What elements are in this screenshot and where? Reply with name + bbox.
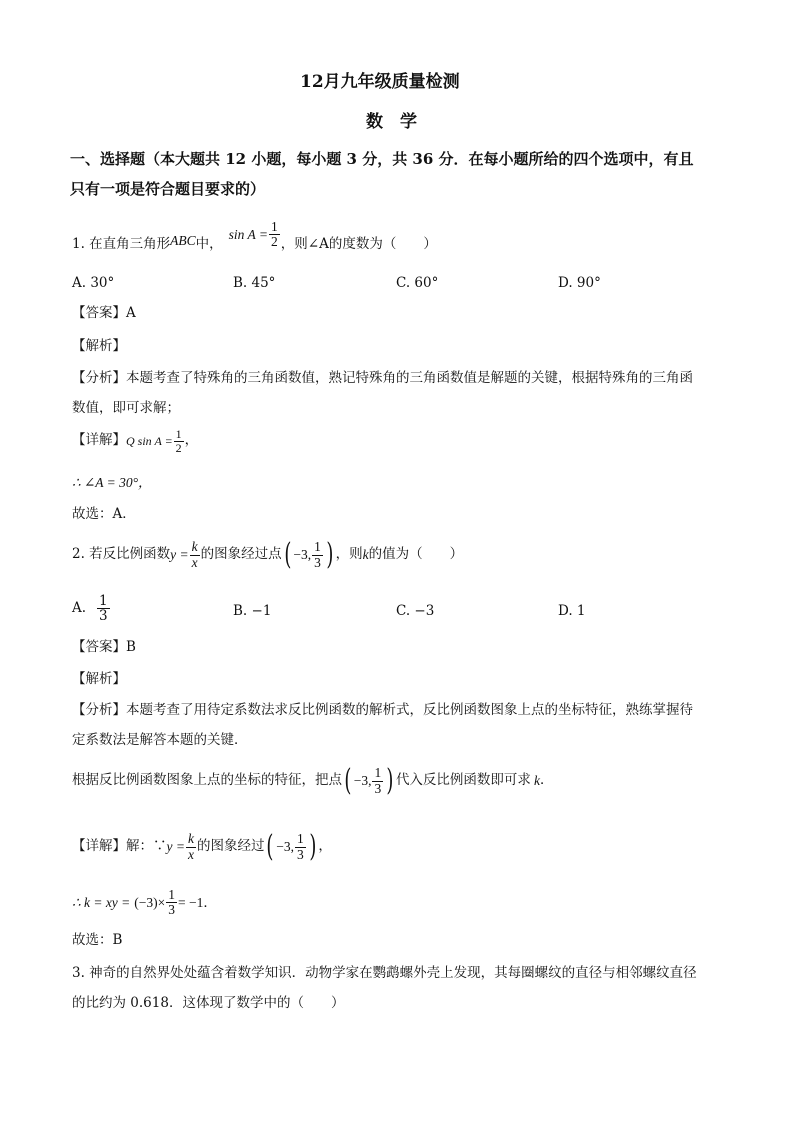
q2-calc-fraction bbox=[166, 888, 177, 917]
q1-option-a: A. 30° bbox=[72, 275, 115, 291]
q2-detail-y-eq: y = bbox=[166, 839, 185, 855]
q2-k: k bbox=[191, 539, 198, 555]
q2-detail-left-paren: ( bbox=[266, 829, 274, 864]
q2-basis-prefix: 根据反比例函数图象上点的坐标的特征，把点 bbox=[72, 772, 342, 789]
q1-frac-den: 2 bbox=[271, 234, 278, 250]
q2-option-a-den: 3 bbox=[99, 608, 108, 625]
q1-fraction bbox=[269, 220, 280, 249]
q1-option-c: C. 60° bbox=[396, 275, 439, 291]
q2-detail-x: x bbox=[187, 846, 194, 862]
section-heading-line1: 一、选择题（本大题共 12 小题，每小题 3 分，共 36 分．在每小题所给的四个选项中，有且 bbox=[70, 150, 694, 168]
q2-basis-point-den: 3 bbox=[374, 780, 382, 796]
section-heading-line2: 只有一项是符合题目要求的） bbox=[70, 180, 266, 198]
q2-detail-point-num: 1 bbox=[296, 831, 304, 847]
q2-point-num: 1 bbox=[314, 539, 321, 555]
q2-calc bbox=[72, 888, 217, 917]
q2-basis-point-num: 1 bbox=[374, 765, 382, 781]
q3-line1: 3. 神奇的自然界处处蕴含着数学知识．动物学家在鹦鹉螺外壳上发现，其每圈螺纹的直径与相邻螺纹直径 bbox=[72, 965, 697, 981]
q2-x: x bbox=[191, 554, 198, 570]
q1-detail-num: 1 bbox=[175, 427, 182, 441]
q2-suffix-a: ，则 bbox=[335, 546, 363, 563]
q1-answer: 【答案】A bbox=[72, 305, 136, 321]
q2-option-a-fraction bbox=[97, 594, 110, 623]
q2-analysis-tag: 【解析】 bbox=[72, 671, 126, 687]
q2-basis-k: k bbox=[533, 773, 540, 789]
q2-point-x: −3, bbox=[293, 547, 312, 563]
q2-option-b: B. −1 bbox=[233, 603, 272, 619]
q2-answer: 【答案】B bbox=[72, 639, 136, 655]
question-1-stem bbox=[72, 216, 437, 252]
q1-detail-fraction bbox=[174, 428, 184, 454]
q1-detail-end: ， bbox=[184, 432, 199, 449]
q1-sin-expr: sin A = bbox=[228, 227, 269, 242]
q1-suffix: ，则∠A的度数为（ ） bbox=[280, 236, 437, 252]
q2-detail-mid: 的图象经过 bbox=[196, 838, 265, 855]
q2-basis-right-paren: ) bbox=[386, 763, 394, 798]
q2-calc-num: 1 bbox=[168, 887, 176, 902]
q2-calc-den: 3 bbox=[168, 902, 176, 918]
q2-option-a bbox=[72, 594, 111, 623]
q2-basis-point-fraction bbox=[372, 766, 383, 795]
q2-mid: 的图象经过点 bbox=[200, 546, 282, 563]
q1-detail-den: 2 bbox=[175, 440, 182, 455]
q1-option-d: D. 90° bbox=[558, 275, 601, 291]
q1-triangle-name: ABC bbox=[170, 233, 196, 248]
q2-detail-k-over-x bbox=[186, 832, 196, 861]
q2-basis-suffix: 代入反比例函数即可求 bbox=[395, 772, 531, 789]
q2-basis-end: ． bbox=[539, 772, 554, 789]
q2-point-den: 3 bbox=[314, 554, 321, 570]
q3-line2: 的比约为 0.618．这体现了数学中的（ ） bbox=[72, 995, 345, 1011]
q2-detail bbox=[72, 829, 332, 864]
q2-fenxi-line2: 定系数法是解答本题的关键． bbox=[72, 732, 248, 748]
q2-detail-point-x: −3, bbox=[276, 839, 294, 855]
q2-point-fraction bbox=[312, 540, 323, 569]
q2-left-paren: ( bbox=[284, 537, 292, 572]
q1-analysis-tag: 【解析】 bbox=[72, 338, 126, 354]
q2-fenxi-line1: 【分析】本题考查了用待定系数法求反比例函数的解析式，反比例函数图象上点的坐标特征，熟练掌握待 bbox=[72, 702, 693, 718]
q2-option-a-label: A. bbox=[72, 599, 87, 616]
q1-detail-expr: Q sin A = bbox=[126, 434, 173, 449]
q2-prefix: 2. 若反比例函数 bbox=[72, 546, 171, 563]
q2-option-d: D. 1 bbox=[558, 603, 586, 619]
q1-fenxi-line1: 【分析】本题考查了特殊角的三角函数值，熟记特殊角的三角函数值是解题的关键，根据特殊角的三角函 bbox=[72, 370, 693, 386]
q1-choose: 故选：A． bbox=[72, 506, 136, 522]
q2-calc-a: ∴ k = xy = bbox=[72, 894, 131, 910]
q2-suffix-b: 的值为（ ） bbox=[368, 546, 464, 563]
q2-calc-c: = −1． bbox=[178, 894, 217, 910]
q2-detail-point-fraction bbox=[295, 832, 306, 861]
q2-calc-b: (−3)× bbox=[134, 894, 166, 910]
q2-right-paren: ) bbox=[326, 537, 334, 572]
q2-y-eq: y = bbox=[170, 547, 189, 563]
q2-option-a-num: 1 bbox=[99, 593, 108, 609]
q1-therefore: ∴ ∠A = 30°， bbox=[72, 475, 152, 490]
page-title: 12月九年级质量检测 bbox=[300, 72, 460, 92]
q2-detail-end: ， bbox=[318, 838, 332, 855]
q2-choose: 故选：B bbox=[72, 932, 123, 948]
q1-zhong: 中， bbox=[195, 236, 223, 252]
q2-detail-right-paren: ) bbox=[309, 829, 317, 864]
q2-suffix-k: k bbox=[362, 547, 369, 563]
q2-detail-prefix: 【详解】解：∵ bbox=[72, 838, 167, 855]
q2-basis-point-x: −3, bbox=[353, 773, 372, 789]
q1-detail-prefix: 【详解】 bbox=[72, 432, 126, 449]
q2-basis-left-paren: ( bbox=[344, 763, 352, 798]
q1-fenxi-line2: 数值，即可求解； bbox=[72, 400, 180, 416]
q2-basis bbox=[72, 763, 554, 798]
q2-k-over-x bbox=[190, 540, 200, 569]
q1-option-b: B. 45° bbox=[233, 275, 276, 291]
q2-option-c: C. −3 bbox=[396, 603, 435, 619]
q1-prefix: 1. 在直角三角形 bbox=[72, 236, 171, 252]
q2-detail-point-den: 3 bbox=[296, 846, 304, 862]
question-2-stem bbox=[72, 537, 464, 572]
q1-frac-num: 1 bbox=[271, 219, 278, 235]
subject-title: 数 学 bbox=[366, 112, 417, 132]
q1-detail bbox=[72, 428, 198, 454]
q2-detail-k: k bbox=[187, 831, 194, 847]
